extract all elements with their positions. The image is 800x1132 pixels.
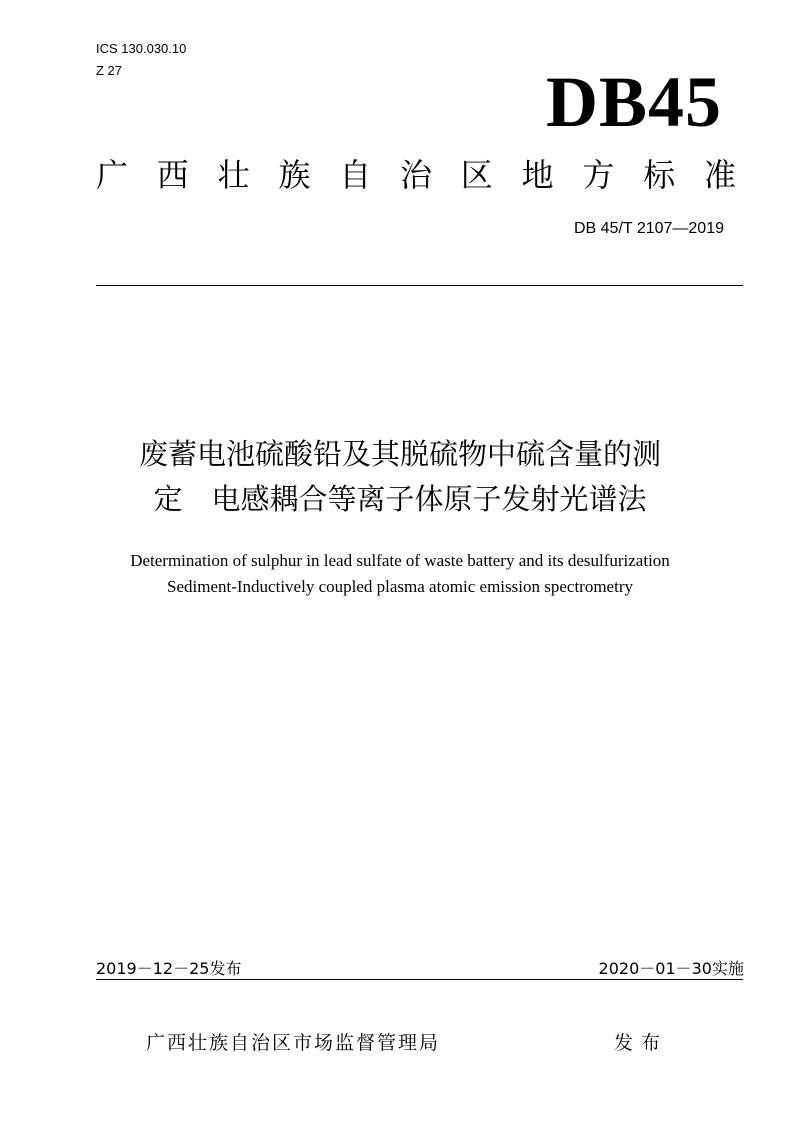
footer-divider (96, 979, 743, 980)
classification-code: Z 27 (96, 63, 123, 78)
category-char: 治 (399, 156, 432, 194)
standard-number: DB 45/T 2107—2019 (573, 220, 724, 237)
category-char: 区 (460, 156, 493, 194)
publish-label: 发布 (614, 1032, 669, 1054)
category-char: 自 (339, 156, 372, 194)
category-char: 标 (643, 156, 676, 194)
title-chinese-line-1: 废蓄电池硫酸铅及其脱硫物中硫含量的测 (138, 437, 661, 471)
category-char: 族 (278, 156, 311, 194)
category-char: 准 (703, 156, 736, 194)
title-chinese (40, 432, 760, 522)
title-english-line-1: Determination of sulphur in lead sulfate of waste battery and its desulfurization (130, 551, 670, 570)
category-char: 广 (96, 156, 129, 194)
issue-date: 2019－12－25发布 (96, 959, 242, 978)
standard-category (96, 152, 736, 198)
ics-code: ICS 130.030.10 (96, 41, 187, 56)
category-char: 西 (156, 156, 189, 194)
category-char: 地 (521, 156, 554, 194)
category-char: 壮 (217, 156, 250, 194)
issuing-authority: 广西壮族自治区市场监督管理局 (146, 1032, 441, 1054)
standard-brand: DB45 (545, 62, 722, 142)
title-chinese-line-2: 定 电感耦合等离子体原子发射光谱法 (153, 482, 647, 516)
title-english (40, 548, 760, 600)
category-char: 方 (582, 156, 615, 194)
implementation-date: 2020－01－30实施 (598, 959, 744, 978)
title-english-line-2: Sediment-Inductively coupled plasma atomic emission spectrometry (167, 577, 633, 596)
header-divider (96, 285, 743, 286)
